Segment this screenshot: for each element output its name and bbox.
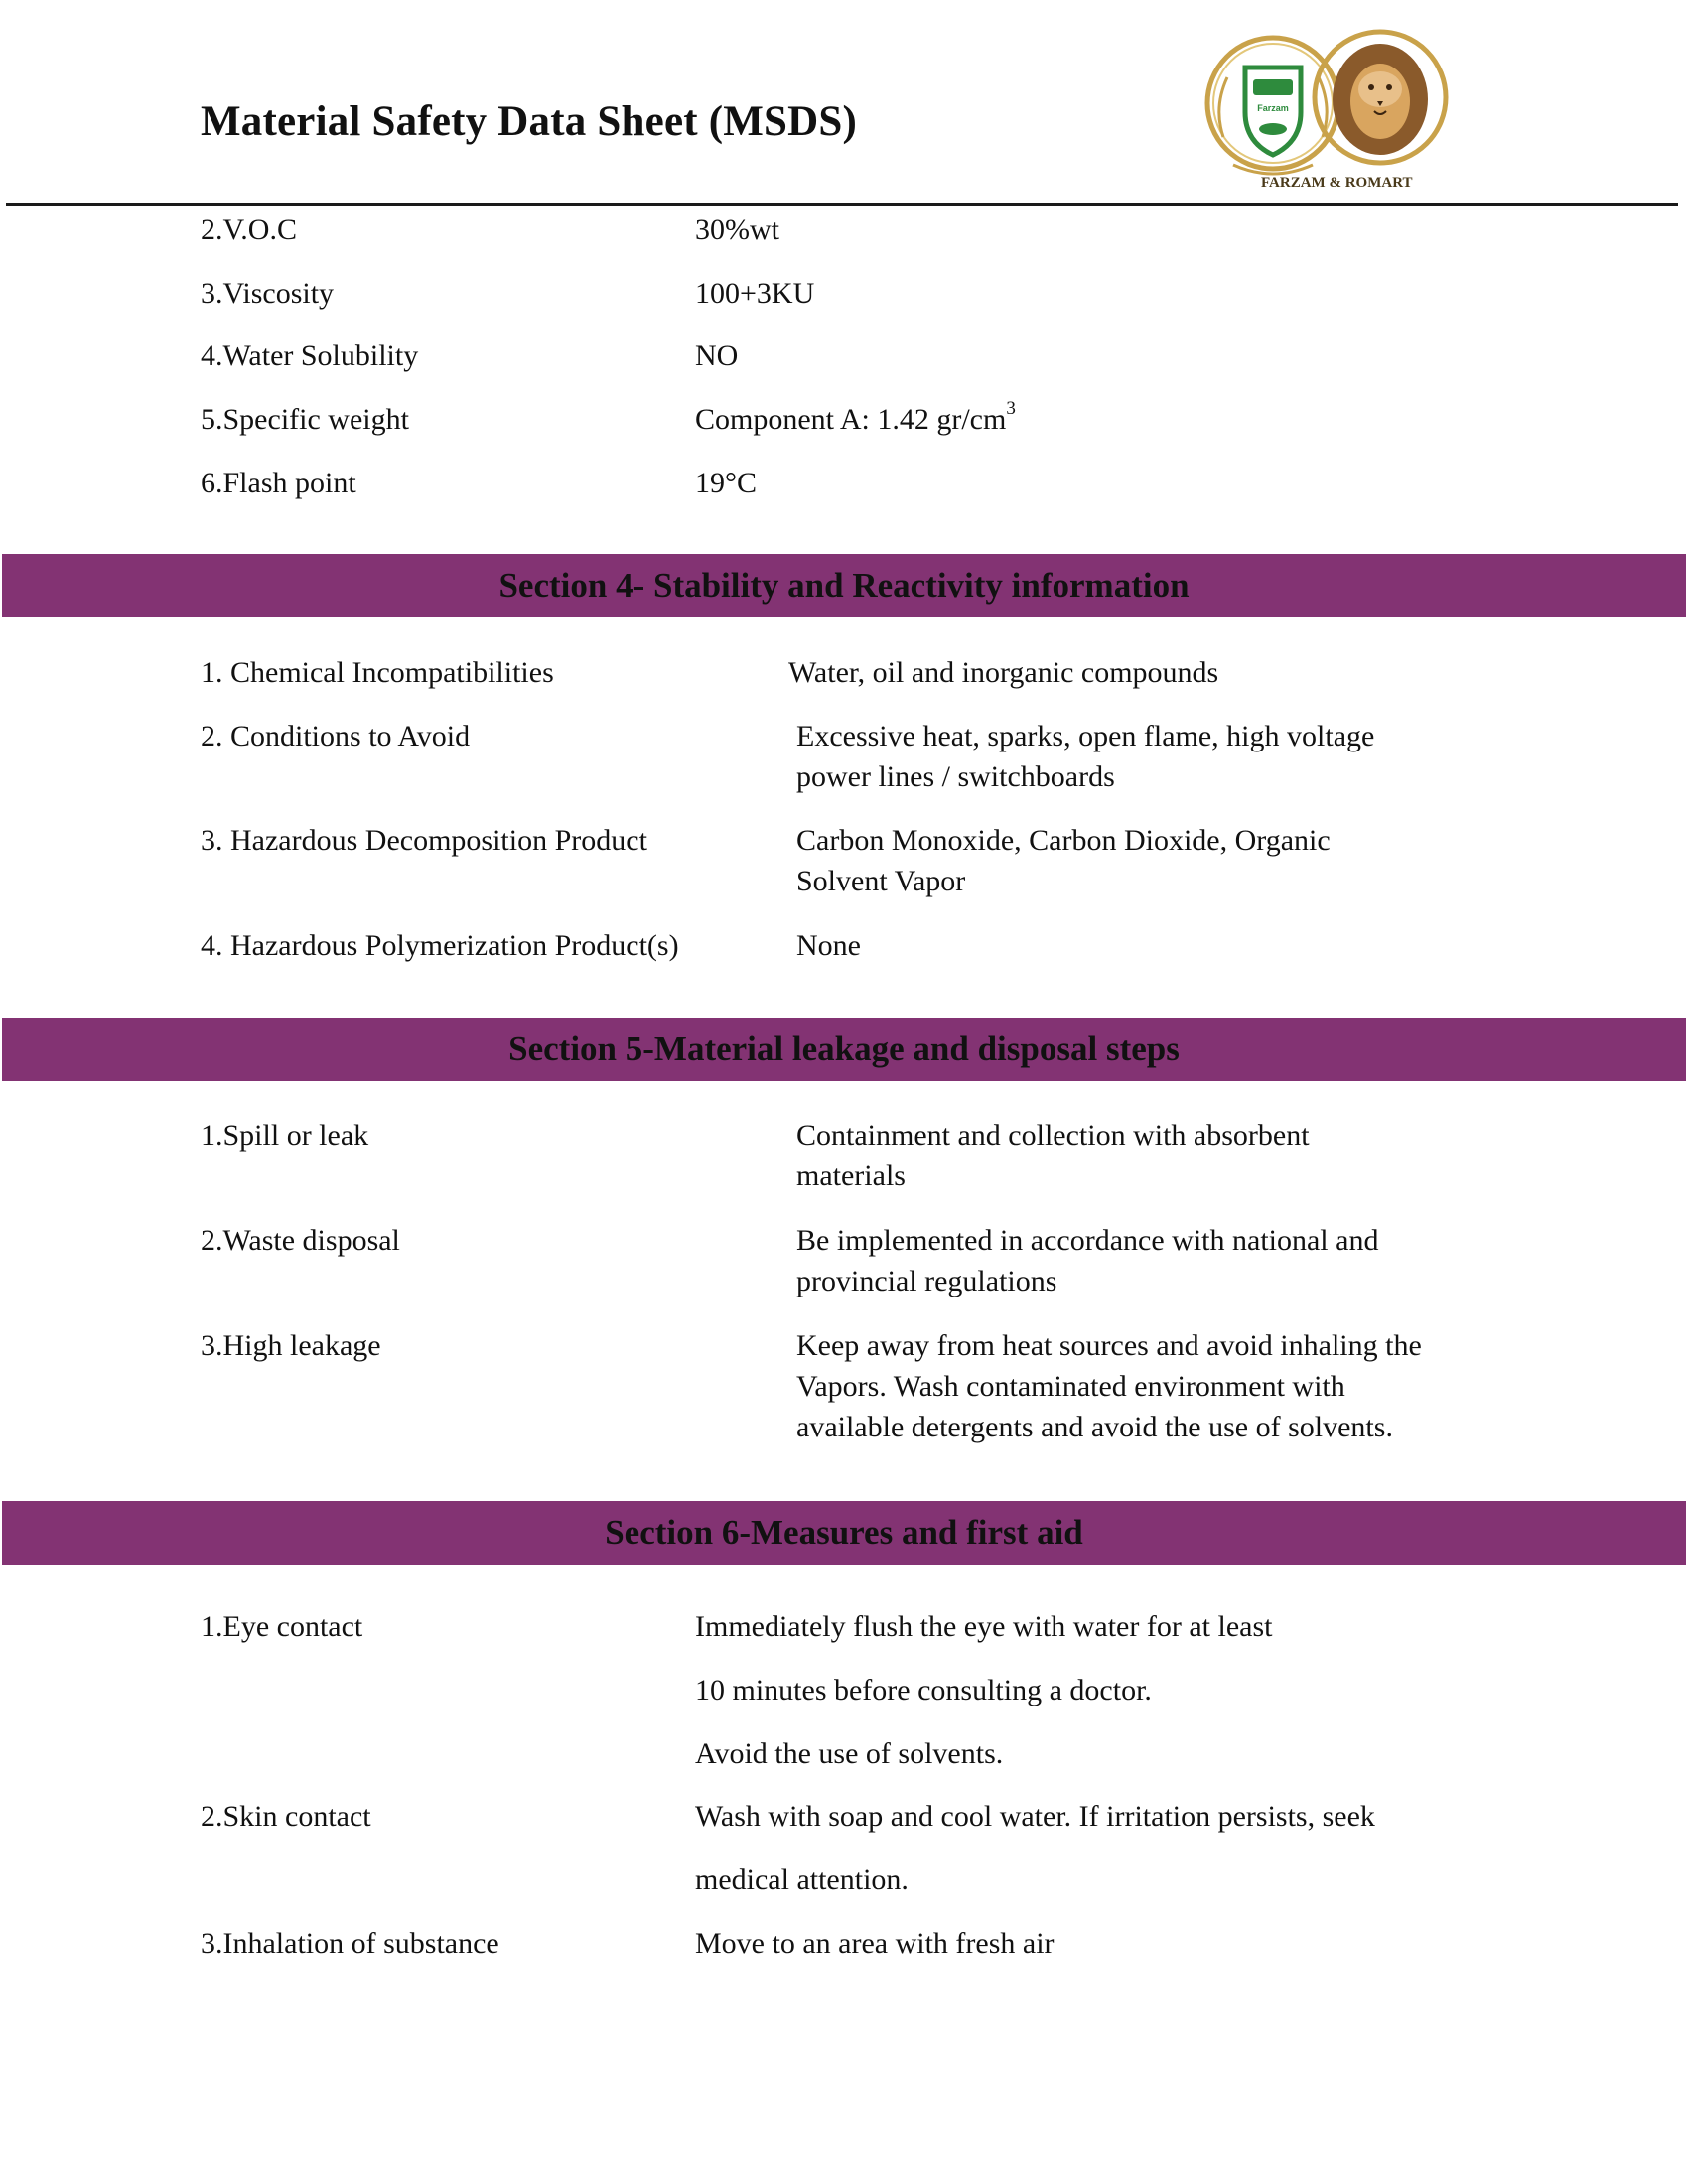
- section-5-header: Section 5-Material leakage and disposal steps: [2, 1018, 1686, 1081]
- row-label: 2.Waste disposal: [201, 1224, 400, 1257]
- row-value: [796, 1325, 1422, 1447]
- row-label: 3.High leakage: [201, 1329, 381, 1362]
- property-value: 30%wt: [695, 213, 779, 246]
- row-value-line: Move to an area with fresh air: [695, 1927, 1055, 1960]
- property-label: 5.Specific weight: [201, 403, 409, 436]
- row-value: [796, 820, 1331, 901]
- row-value-line: Immediately flush the eye with water for at least: [695, 1610, 1273, 1643]
- row-value-line: Avoid the use of solvents.: [695, 1737, 1004, 1770]
- row-label: 1.Eye contact: [201, 1610, 363, 1643]
- row-value: [695, 1785, 1375, 1912]
- property-value: NO: [695, 340, 739, 372]
- row-value-line: Water, oil and inorganic compounds: [788, 656, 1219, 689]
- row-label: 3. Hazardous Decomposition Product: [201, 824, 647, 857]
- row-value-line: provincial regulations: [796, 1265, 1057, 1297]
- row-value-line: Carbon Monoxide, Carbon Dioxide, Organic: [796, 824, 1331, 857]
- row-label: 1.Spill or leak: [201, 1119, 369, 1152]
- row-value: [796, 1115, 1310, 1196]
- lion-head-icon: [1315, 32, 1446, 163]
- company-logo: [1203, 18, 1462, 197]
- property-value: 19°C: [695, 467, 758, 499]
- property-label: 6.Flash point: [201, 467, 356, 499]
- property-label: 2.V.O.C: [201, 213, 297, 246]
- property-value: 100+3KU: [695, 277, 815, 310]
- row-label: 2. Conditions to Avoid: [201, 720, 471, 752]
- section-4-header: Section 4- Stability and Reactivity information: [2, 554, 1686, 617]
- superscript-exponent: 3: [1006, 398, 1016, 419]
- row-value: [695, 1595, 1272, 1786]
- property-value: [695, 399, 1016, 440]
- row-value-line: Vapors. Wash contaminated environment with: [796, 1370, 1345, 1403]
- logo-badge-text: Farzam: [1257, 103, 1289, 113]
- property-label: 3.Viscosity: [201, 277, 335, 310]
- row-label: 2.Skin contact: [201, 1800, 371, 1833]
- row-value-line: Keep away from heat sources and avoid inhaling the: [796, 1329, 1422, 1362]
- shield-badge-icon: [1207, 38, 1338, 169]
- row-value: [695, 1912, 1055, 1976]
- row-value-line: medical attention.: [695, 1863, 909, 1896]
- row-value-line: Solvent Vapor: [796, 865, 966, 897]
- row-value-line: Wash with soap and cool water. If irritation persists, seek: [695, 1800, 1375, 1833]
- row-value-line: materials: [796, 1160, 906, 1192]
- row-value-line: power lines / switchboards: [796, 760, 1115, 793]
- row-value-line: Excessive heat, sparks, open flame, high voltage: [796, 720, 1375, 752]
- page-title: Material Safety Data Sheet (MSDS): [201, 98, 858, 145]
- logo-caption: FARZAM & ROMART: [1261, 175, 1413, 191]
- row-value-line: None: [796, 929, 861, 962]
- property-value-text: Component A: 1.42 gr/cm: [695, 403, 1007, 436]
- row-label: 3.Inhalation of substance: [201, 1927, 499, 1960]
- row-value-line: available detergents and avoid the use of solvents.: [796, 1411, 1393, 1443]
- row-value: [796, 716, 1374, 797]
- row-value: [788, 652, 1218, 693]
- property-label: 4.Water Solubility: [201, 340, 419, 372]
- row-value: [796, 925, 861, 966]
- section-6-header: Section 6-Measures and first aid: [2, 1501, 1686, 1565]
- header-divider: [6, 203, 1678, 206]
- row-value-line: Containment and collection with absorbent: [796, 1119, 1310, 1152]
- row-label: 4. Hazardous Polymerization Product(s): [201, 929, 679, 962]
- row-value-line: Be implemented in accordance with national and: [796, 1224, 1379, 1257]
- row-value-line: 10 minutes before consulting a doctor.: [695, 1674, 1152, 1706]
- row-value: [796, 1220, 1378, 1301]
- row-label: 1. Chemical Incompatibilities: [201, 656, 554, 689]
